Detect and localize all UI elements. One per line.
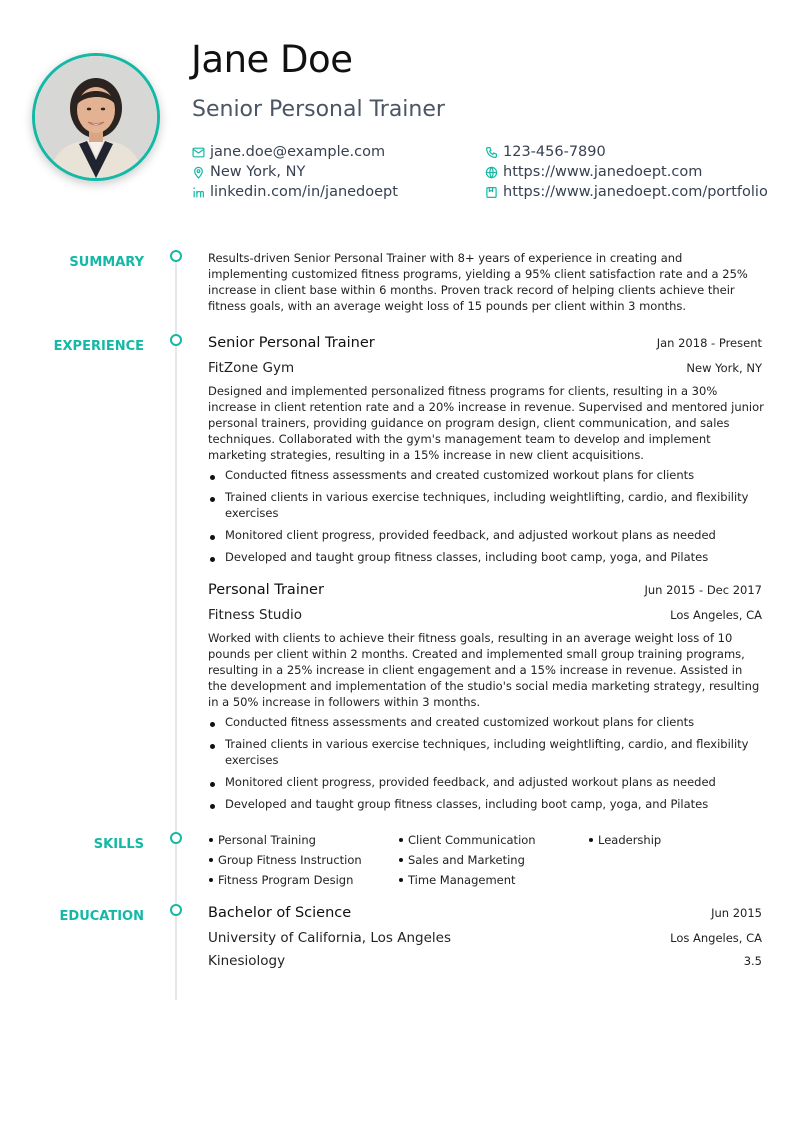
job-subheader (208, 360, 762, 376)
location-text: New York, NY (210, 164, 306, 180)
job-subheader (208, 607, 762, 623)
contact-location (192, 163, 305, 181)
education-school: University of California, Los Angeles (208, 930, 452, 946)
phone-text: 123-456-7890 (503, 144, 606, 160)
education-field: Kinesiology (208, 953, 286, 969)
skill-label: Leadership (598, 833, 662, 847)
candidate-headline: Senior Personal Trainer (192, 97, 445, 122)
skill-item-empty (588, 852, 768, 868)
skill-label: Group Fitness Instruction (218, 853, 362, 867)
education-location: Los Angeles, CA (670, 931, 762, 945)
job-bullet: Conducted fitness assessments and created customized workout plans for clients (208, 467, 762, 483)
job-bullets (208, 714, 762, 818)
job-description: Designed and implemented personalized fitness programs for clients, resulting in a 30% increase in client retention rate and a 20% increase in revenue. Supervised and mentored junior personal trainers, providing guidance on program design, client communication, and sales techniques. Collaborated with the gym's management team to develop and implement marketing strategies, resulting in a 15% increase in new client acquisitions. (208, 384, 764, 462)
skill-label: Personal Training (218, 833, 316, 847)
job-role: Personal Trainer (208, 582, 324, 598)
job-bullet: Developed and taught group fitness classes, including boot camp, yoga, and Pilates (208, 796, 762, 812)
skill-item (208, 852, 398, 868)
portfolio-text: https://www.janedoept.com/portfolio (503, 184, 768, 200)
job-location: New York, NY (686, 361, 762, 375)
candidate-name: Jane Doe (191, 38, 353, 81)
skill-label: Fitness Program Design (218, 873, 354, 887)
job-bullet: Developed and taught group fitness classes, including boot camp, yoga, and Pilates (208, 549, 762, 565)
summary-heading: SUMMARY (69, 255, 144, 270)
skill-label: Sales and Marketing (408, 853, 525, 867)
job-bullet: Trained clients in various exercise techniques, including weightlifting, cardio, and flexibility exercises (208, 489, 762, 521)
education-header (208, 905, 762, 921)
skill-label: Time Management (408, 873, 516, 887)
skill-item (398, 852, 588, 868)
skill-label: Client Communication (408, 833, 536, 847)
portfolio-icon (485, 186, 498, 199)
skill-item (208, 872, 398, 888)
job-bullet: Monitored client progress, provided feedback, and adjusted workout plans as needed (208, 527, 762, 543)
job-dates: Jun 2015 - Dec 2017 (644, 583, 762, 597)
linkedin-icon (192, 186, 205, 199)
linkedin-text: linkedin.com/in/janedoept (210, 184, 398, 200)
avatar-portrait (35, 56, 157, 178)
skill-item (398, 872, 588, 888)
job-header (208, 582, 762, 598)
job-role: Senior Personal Trainer (208, 335, 375, 351)
education-heading: EDUCATION (59, 909, 144, 924)
contact-email[interactable] (192, 143, 385, 161)
education-timeline-dot (170, 904, 182, 916)
job-location: Los Angeles, CA (670, 608, 762, 622)
summary-timeline-dot (170, 250, 182, 262)
skills-list (208, 832, 768, 888)
job-header (208, 335, 762, 351)
skill-item (208, 832, 398, 848)
skills-heading: SKILLS (93, 837, 144, 852)
experience-timeline-dot (170, 334, 182, 346)
job-dates: Jan 2018 - Present (656, 336, 762, 350)
education-gpa: 3.5 (743, 954, 762, 968)
email-text: jane.doe@example.com (210, 144, 386, 160)
job-description: Worked with clients to achieve their fitness goals, resulting in an average weight loss of 10 pounds per client within 2 months. Created and implemented small group training programs, resulting in a 25% increase in client engagement and a 15% increase in revenue. Assisted in the development and implementation of the studio's social media marketing strategy, resulting in a 50% increase in followers within 3 months. (208, 631, 760, 709)
education-degree: Bachelor of Science (208, 905, 352, 921)
contact-website[interactable] (485, 163, 702, 181)
experience-heading: EXPERIENCE (53, 339, 144, 354)
website-text: https://www.janedoept.com (503, 164, 703, 180)
mail-icon (192, 146, 205, 159)
avatar (32, 53, 160, 181)
education-school-row (208, 930, 762, 946)
job-bullets (208, 467, 762, 571)
education-field-row (208, 953, 762, 969)
job-company: FitZone Gym (208, 360, 295, 376)
education-date: Jun 2015 (711, 906, 762, 920)
job-bullet: Monitored client progress, provided feedback, and adjusted workout plans as needed (208, 774, 762, 790)
skill-item (398, 832, 588, 848)
skills-timeline-dot (170, 832, 182, 844)
job-bullet: Conducted fitness assessments and created customized workout plans for clients (208, 714, 762, 730)
location-pin-icon (192, 166, 205, 179)
job-company: Fitness Studio (208, 607, 303, 623)
contact-phone[interactable] (485, 143, 606, 161)
summary-text: Results-driven Senior Personal Trainer with 8+ years of experience in creating and implementing customized fitness programs, yielding a 95% client satisfaction rate and a 25% increase in client base within 6 months. Proven track record of helping clients achieve their fitness goals, with an average weight loss of 15 pounds per client within 3 months. (208, 251, 748, 313)
globe-icon (485, 166, 498, 179)
phone-icon (485, 146, 498, 159)
skill-item (588, 832, 768, 848)
contact-linkedin[interactable] (192, 183, 398, 201)
job-bullet: Trained clients in various exercise techniques, including weightlifting, cardio, and flexibility exercises (208, 736, 762, 768)
timeline-line (175, 256, 177, 1000)
contact-portfolio[interactable] (485, 183, 768, 201)
